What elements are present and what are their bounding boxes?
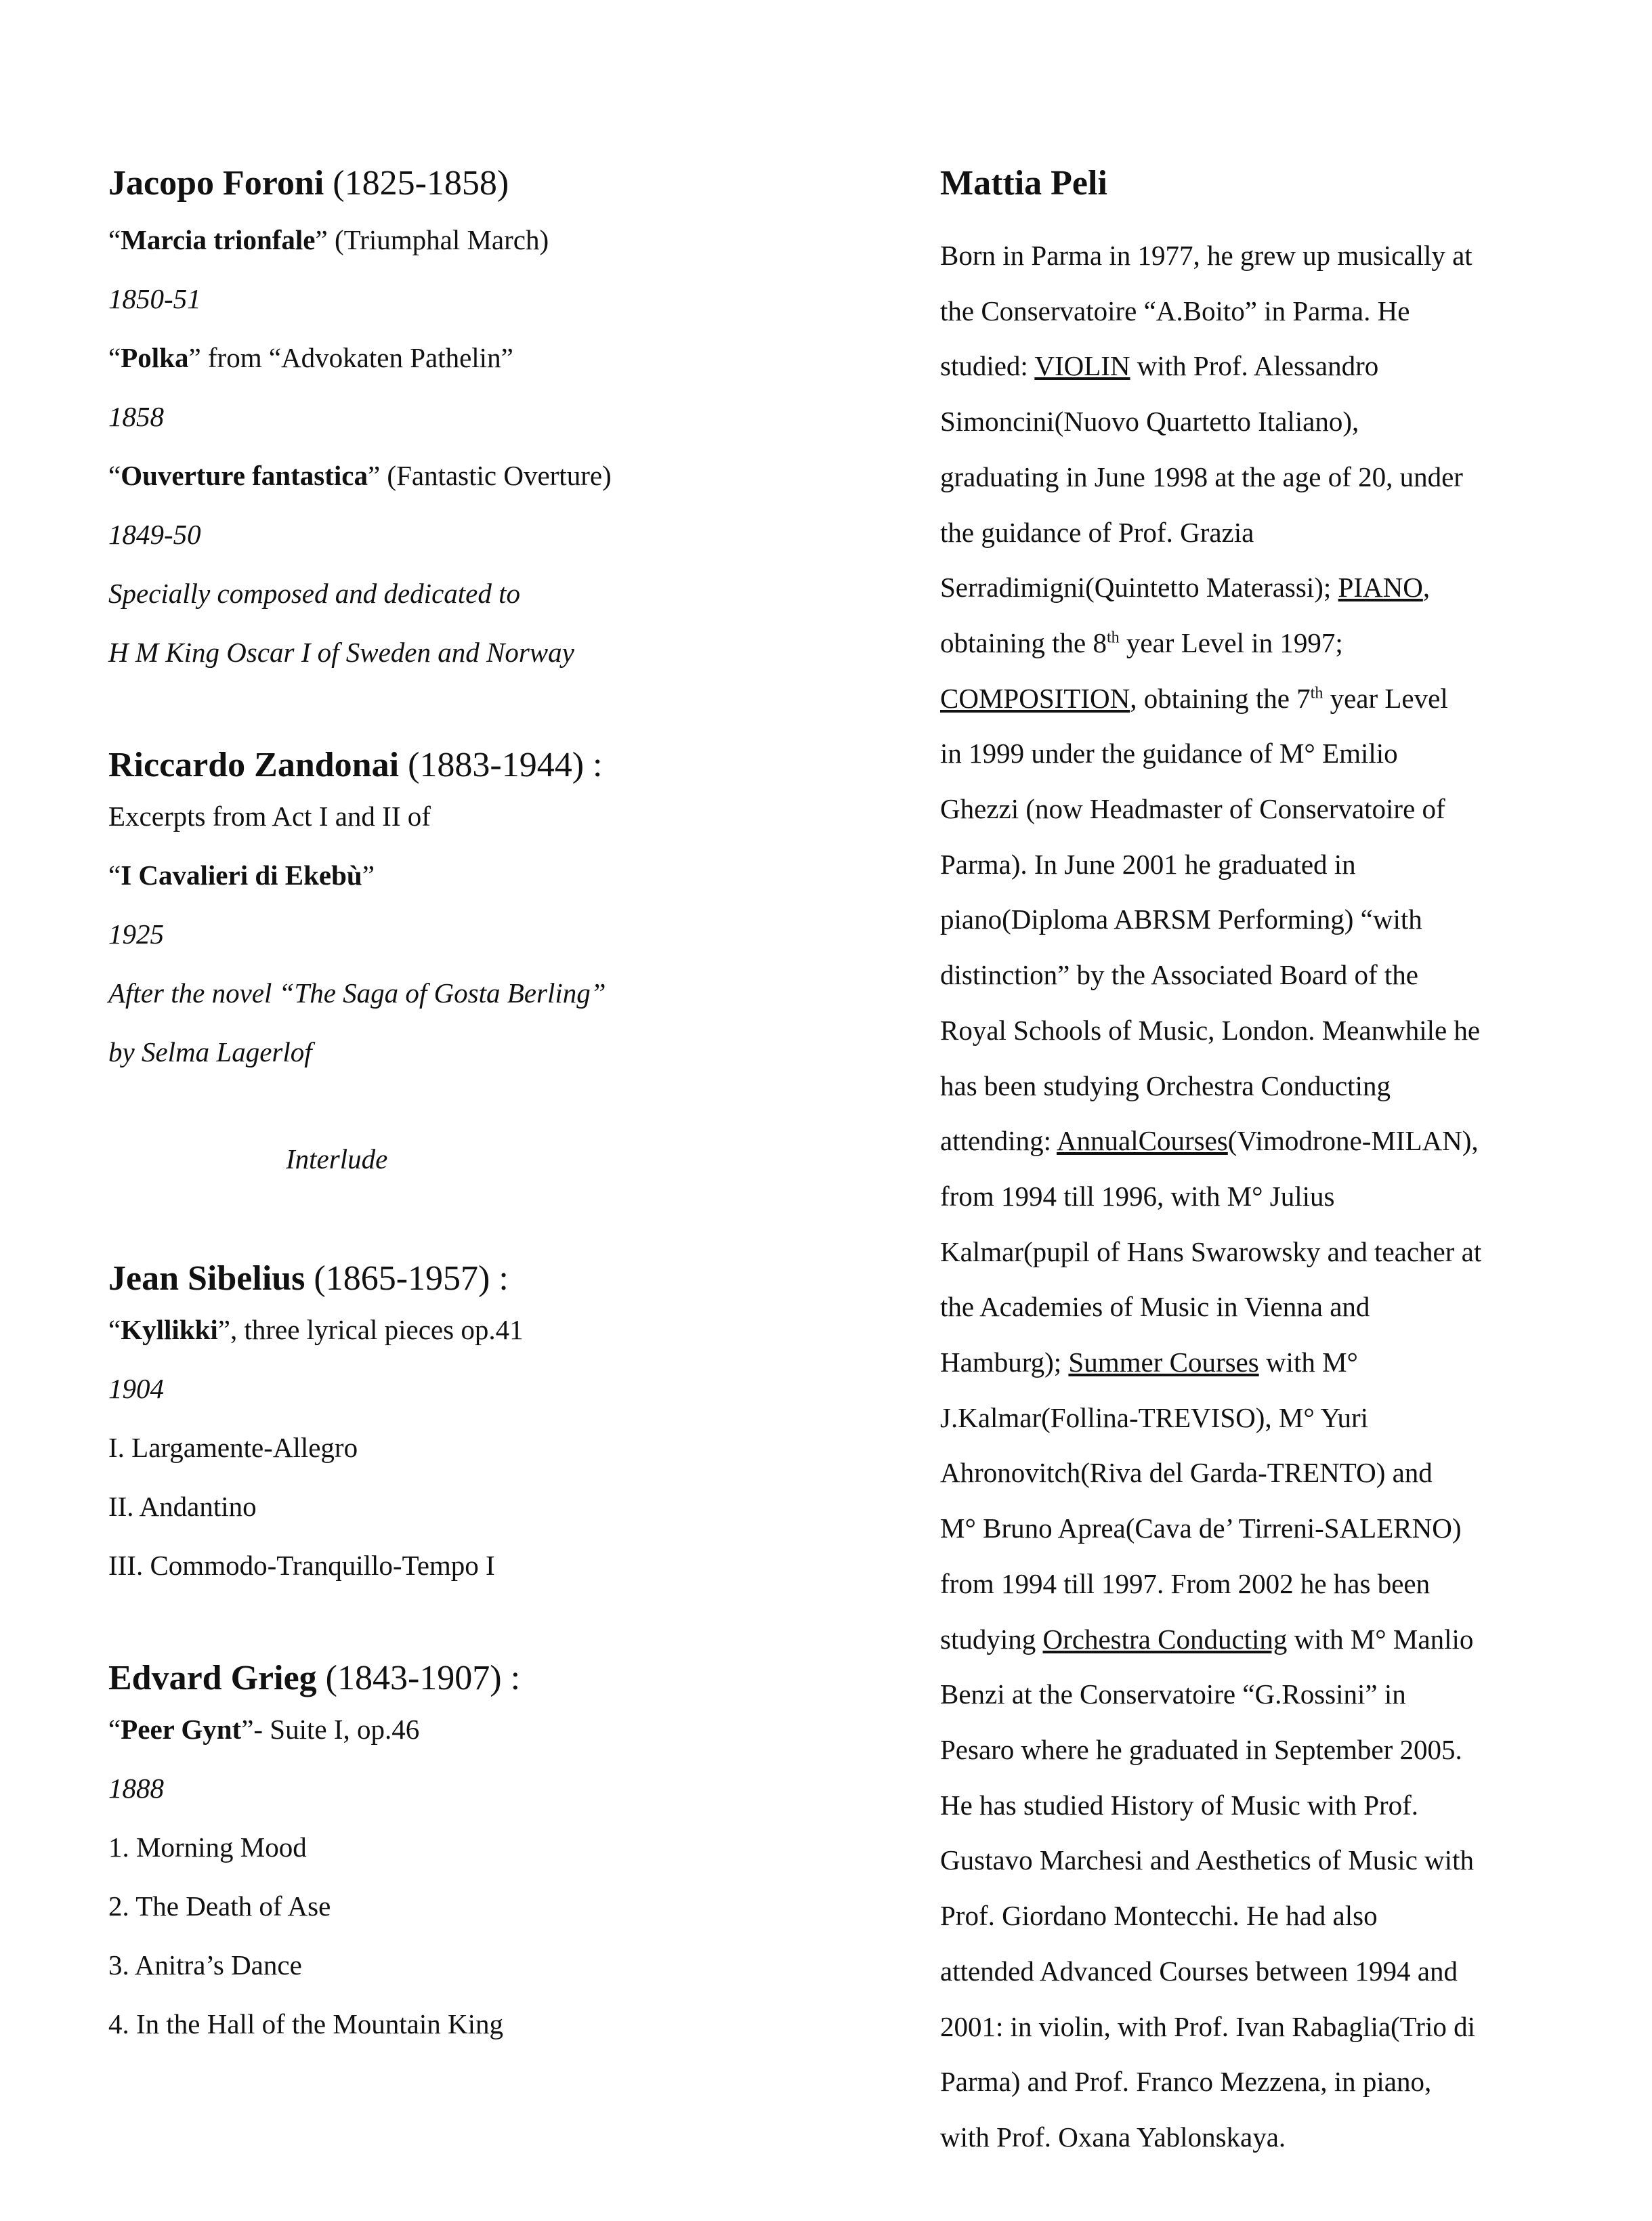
bio-segment: attended Advanced Courses between 1994 and [940,1955,1458,1987]
underlined-subject: Summer Courses [1068,1347,1259,1378]
close-quote: ” [367,460,381,491]
open-quote: “ [108,1314,121,1345]
bio-segment: year Level in 1997; [1119,627,1343,658]
bio-segment: J.Kalmar(Follina-TREVISO), M° Yuri [940,1401,1369,1433]
bio-line [940,228,1590,284]
bio-segment: Parma) and Prof. Franco Mezzena, in piano, [940,2066,1432,2098]
bio-segment: , [1422,572,1431,604]
bio-line [940,2000,1590,2055]
bio-segment: Prof. Giordano Montecchi. He had also [940,1900,1378,1932]
work-note: Specially composed and dedicated to [108,578,520,609]
composer-heading [108,1256,840,1300]
bio-segment: attending: [940,1125,1057,1157]
work-title: Ouverture fantastica [121,460,368,491]
open-quote: “ [108,342,121,373]
bio-segment: Ghezzi (now Headmaster of Conservatoire of [940,793,1445,825]
work-title: Polka [121,342,189,373]
bio-segment: Ahronovitch(Riva del Garda-TRENTO) and [940,1457,1433,1489]
bio-segment: Born in Parma in 1977, he grew up musically at [940,240,1473,271]
bio-line [940,616,1590,671]
composer-dates: (1865-1957) : [305,1259,509,1298]
bio-segment: graduating in June 1998 at the age of 20, under [940,461,1463,492]
bio-line [940,1169,1590,1225]
composer-name: Jacopo Foroni [108,164,324,203]
bio-segment: studying [940,1623,1043,1655]
open-quote: “ [108,460,121,491]
work-line: 4. In the Hall of the Mountain King [108,2008,504,2039]
bio-line [940,1279,1590,1335]
bio-segment: Hamburg); [940,1347,1069,1378]
ordinal-suffix: th [1106,629,1120,647]
bio-segment: , obtaining the 7 [1130,682,1311,714]
work-detail: - Suite I, op.46 [253,1714,420,1745]
underlined-subject: VIOLIN [1034,350,1130,382]
program-section [108,743,840,1082]
bio-line [940,1722,1590,1778]
work-line: III. Commodo-Tranquillo-Tempo I [108,1550,495,1581]
close-quote: ” [188,342,201,373]
bio-line [940,671,1590,727]
open-quote: “ [108,224,121,255]
work-note: H M King Oscar I of Sweden and Norway [108,637,574,668]
work-line: I. Largamente-Allegro [108,1432,358,1463]
bio-line [940,837,1590,893]
composer-dates: (1843-1907) : [316,1659,521,1697]
composer-heading [108,1656,840,1700]
bio-segment: Gustavo Marchesi and Aesthetics of Music with [940,1844,1474,1876]
work-note: After the novel “The Saga of Gosta Berling” [108,977,606,1009]
composer-name: Edvard Grieg [108,1659,317,1697]
work-year: 1925 [108,918,164,950]
interlude-label: Interlude [286,1143,388,1175]
underlined-subject: Orchestra Conducting [1042,1623,1288,1655]
bio-segment: piano(Diploma ABRSM Performing) “with [940,904,1422,935]
close-quote: ” [241,1714,254,1745]
bio-segment: from 1994 till 1997. From 2002 he has been [940,1567,1431,1599]
bio-line [940,2110,1590,2165]
bio-segment: Simoncini(Nuovo Quartetto Italiano), [940,406,1359,438]
bio-line [940,1225,1590,1280]
bio-segment: the Conservatoire “A.Boito” in Parma. He [940,295,1410,326]
program-section [108,1656,840,2054]
bio-line [940,1612,1590,1668]
bio-segment: M° Bruno Aprea(Cava de’ Tirreni-SALERNO) [940,1513,1462,1544]
work-line: 3. Anitra’s Dance [108,1949,302,1981]
bio-segment: year Level [1323,682,1448,714]
bio-line [940,505,1590,561]
work-detail: from “Advokaten Pathelin” [200,342,513,373]
bio-line [940,1833,1590,1888]
work-year: 1858 [108,401,164,432]
work-year: 1850-51 [108,283,201,314]
work-year: 1888 [108,1773,164,1804]
close-quote: ” [315,224,328,255]
bio-segment: obtaining the 8 [940,627,1107,658]
bio-name: Mattia Peli [940,164,1107,203]
work-title-line [108,329,840,387]
work-note: by Selma Lagerlof [108,1036,312,1067]
bio-segment: the Academies of Music in Vienna and [940,1291,1370,1323]
bio-segment: with Prof. Alessandro [1130,350,1379,382]
work-title: I Cavalieri di Ekebù [121,860,362,891]
work-detail: (Triumphal March) [327,224,549,255]
bio-segment: Pesaro where he graduated in September 2005. [940,1733,1462,1765]
bio-segment: (Vimodrone-MILAN), [1227,1125,1479,1157]
bio-line [940,2054,1590,2110]
underlined-subject: AnnualCourses [1056,1125,1228,1157]
bio-segment: Kalmar(pupil of Hans Swarowsky and teacher at [940,1235,1482,1267]
bio-line [940,339,1590,394]
bio-line [940,892,1590,948]
work-detail: (Fantastic Overture) [380,460,612,491]
bio-segment: from 1994 till 1996, with M° Julius [940,1180,1335,1212]
bio-segment: the guidance of Prof. Grazia [940,516,1254,548]
composer-heading [108,743,840,787]
bio-line [940,1335,1590,1391]
bio-segment: studied: [940,350,1035,382]
bio-line [940,1445,1590,1501]
work-year: 1849-50 [108,519,201,550]
bio-line [940,1667,1590,1722]
composer-name: Riccardo Zandonai [108,746,400,784]
bio-line [940,560,1590,616]
work-title-line [108,211,840,270]
underlined-subject: PIANO [1338,572,1423,604]
biography-column [940,161,1590,2165]
program-section [108,161,840,682]
work-title: Kyllikki [121,1314,218,1345]
composer-dates: (1825-1858) [324,164,509,203]
bio-segment: He has studied History of Music with Prof. [940,1789,1419,1821]
bio-line [940,1888,1590,1944]
work-line: Excerpts from Act I and II of [108,801,431,832]
close-quote: ” [217,1314,230,1345]
bio-segment: Serradimigni(Quintetto Materassi); [940,572,1338,604]
bio-line [940,1501,1590,1557]
program-column [108,161,840,2115]
open-quote: “ [108,1714,121,1745]
bio-line [940,1557,1590,1612]
bio-segment: with M° [1258,1347,1358,1378]
program-section [108,1256,840,1595]
work-year: 1904 [108,1373,164,1404]
bio-text [940,228,1590,2165]
bio-segment: 2001: in violin, with Prof. Ivan Rabaglia(Trio di [940,2010,1475,2042]
bio-line [940,450,1590,505]
bio-segment: with Prof. Oxana Yablonskaya. [940,2121,1286,2153]
bio-line [940,726,1590,782]
bio-line [940,284,1590,339]
bio-line [940,1944,1590,2000]
ordinal-suffix: th [1310,683,1323,702]
work-title-line [108,846,840,905]
work-title-line [108,1700,840,1759]
underlined-subject: COMPOSITION [940,682,1130,714]
composer-heading [108,161,840,205]
work-title-line [108,1300,840,1359]
bio-segment: Benzi at the Conservatoire “G.Rossini” in [940,1678,1406,1710]
work-line: II. Andantino [108,1491,257,1522]
bio-line [940,1391,1590,1446]
bio-line [940,1059,1590,1114]
work-line: 1. Morning Mood [108,1832,307,1863]
work-line: 2. The Death of Ase [108,1890,331,1922]
work-detail: , three lyrical pieces op.41 [230,1314,524,1345]
bio-line [940,1778,1590,1834]
bio-segment: with M° Manlio [1287,1623,1474,1655]
bio-segment: in 1999 under the guidance of M° Emilio [940,738,1398,769]
bio-line [940,948,1590,1003]
bio-segment: Parma). In June 2001 he graduated in [940,848,1356,880]
bio-segment: distinction” by the Associated Board of the [940,959,1418,991]
bio-line [940,782,1590,837]
bio-segment: has been studying Orchestra Conducting [940,1070,1391,1101]
bio-line [940,1003,1590,1059]
close-quote: ” [362,860,375,891]
composer-name: Jean Sibelius [108,1259,305,1298]
work-title: Peer Gynt [121,1714,242,1745]
work-title: Marcia trionfale [121,224,316,255]
bio-line [940,1114,1590,1169]
bio-line [940,394,1590,450]
work-title-line [108,446,840,505]
open-quote: “ [108,860,121,891]
bio-segment: Royal Schools of Music, London. Meanwhile he [940,1014,1481,1046]
composer-dates: (1883-1944) : [399,746,603,784]
